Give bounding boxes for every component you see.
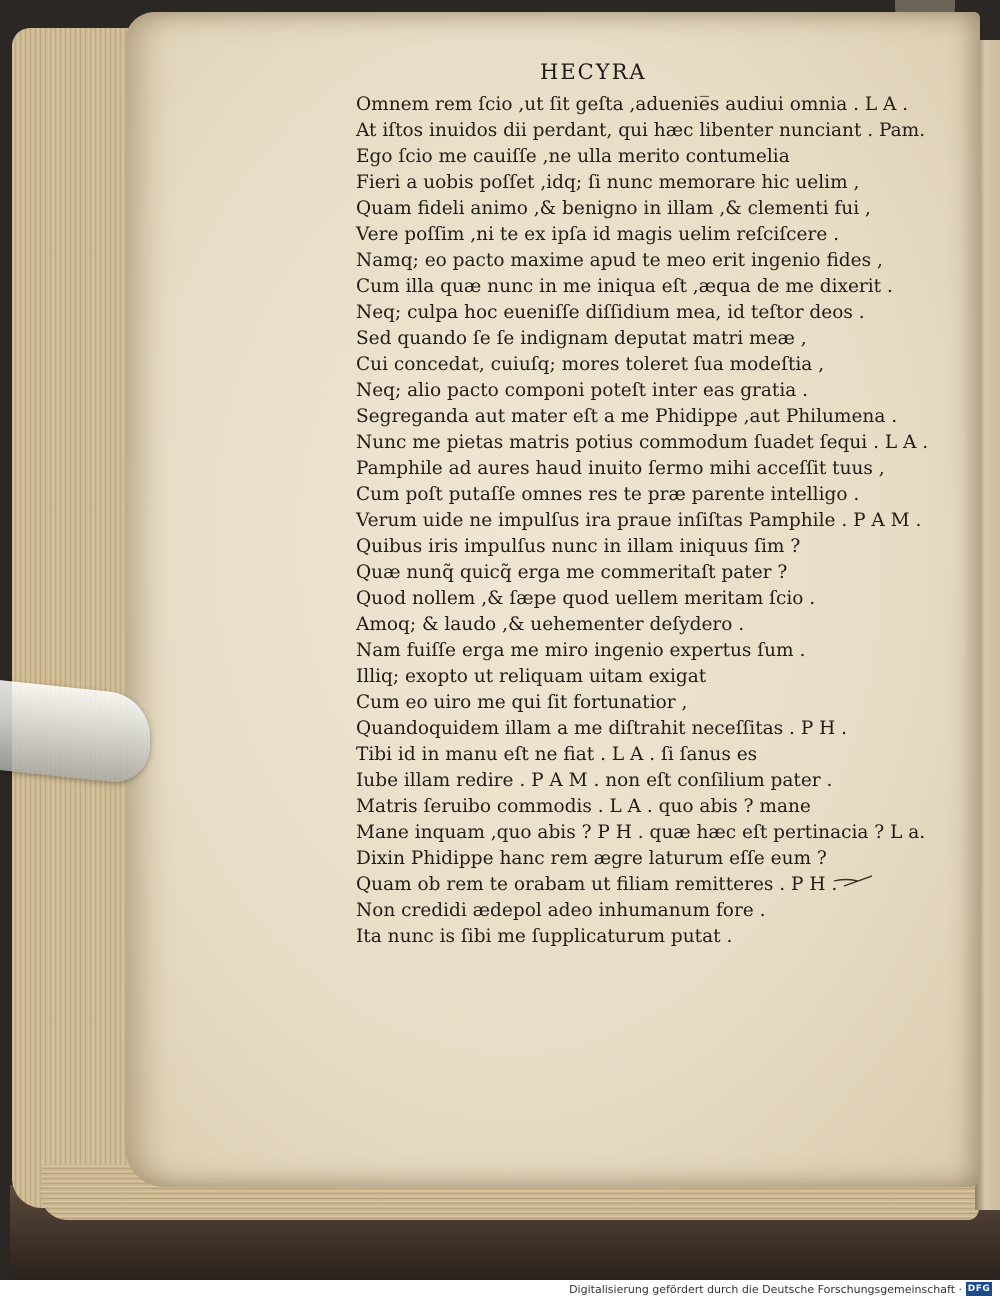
text-line: Quibus iris impulſus nunc in illam iniquus ſim ? <box>356 536 801 557</box>
text-line: Vere poſſim ,ni te ex ipſa id magis uelim reſciſcere . <box>356 224 840 245</box>
text-line: Neq; culpa hoc eueniſſe diſſidium mea, id teſtor deos . <box>356 302 865 323</box>
dfg-logo-icon: DFG <box>967 1284 991 1294</box>
text-line: Quæ nunq̃ quicq̃ erga me commeritaſt pater ? <box>356 562 788 583</box>
text-line: Cum illa quæ nunc in me iniqua eſt ,æqua de me dixerit . <box>356 276 893 297</box>
text-line: Verum uide ne impulſus ira praue inſiſtas Pamphile . P A M . <box>356 510 922 531</box>
text-line: Cum eo uiro me qui ſit fortunatior , <box>356 692 688 713</box>
text-line: Amoq; & laudo ,& uehementer deſydero . <box>356 614 745 635</box>
text-line: Ego ſcio me cauiſſe ,ne ulla merito contumelia <box>356 146 790 167</box>
text-line: Segreganda aut mater eſt a me Phidippe ,aut Philumena . <box>356 406 898 427</box>
text-line: Cui concedat, cuiuſq; mores toleret ſua modeſtia , <box>356 354 825 375</box>
running-head: HECYRA <box>540 60 647 84</box>
text-line: Namq; eo pacto maxime apud te meo erit ingenio fides , <box>356 250 883 271</box>
text-line: Quod nollem ,& ſæpe quod uellem meritam ſcio . <box>356 588 816 609</box>
text-line: Dixin Phidippe hanc rem ægre laturum eſſe eum ? <box>356 848 827 869</box>
text-line: Cum poſt putaſſe omnes res te præ parente intelligo . <box>356 484 860 505</box>
text-line: Pamphile ad aures haud inuito ſermo mihi acceſſit tuus , <box>356 458 885 479</box>
text-line: Mane inquam ,quo abis ? P H . quæ hæc eſt pertinacia ? L a. <box>356 822 926 843</box>
text-line: Omnem rem ſcio ,ut ſit geſta ,aduenie̅s audiui omnia . L A . <box>356 94 909 115</box>
text-line: Neq; alio pacto componi poteſt inter eas gratia . <box>356 380 809 401</box>
text-line: Fieri a uobis poſſet ,idq; ſi nunc memorare hic uelim , <box>356 172 860 193</box>
text-line: Tibi id in manu eſt ne fiat . L A . ſi ſanus es <box>356 744 758 765</box>
text-line: Ita nunc is ſibi me ſupplicaturum putat . <box>356 926 733 947</box>
marginal-pen-mark-icon <box>832 872 876 888</box>
text-line: Nam fuiſſe erga me miro ingenio expertus ſum . <box>356 640 806 661</box>
text-line: At iſtos inuidos dii perdant, qui hæc libenter nunciant . Pam. <box>356 120 926 141</box>
text-line: Sed quando ſe ſe indignam deputat matri meæ , <box>356 328 807 349</box>
text-line: Matris ſeruibo commodis . L A . quo abis ? mane <box>356 796 811 817</box>
text-line: Nunc me pietas matris potius commodum ſuadet ſequi . L A . <box>356 432 929 453</box>
footer-bar <box>0 1280 1000 1300</box>
text-line: Illiq; exopto ut reliquam uitam exigat <box>356 666 707 687</box>
text-line: Quandoquidem illam a me diſtrahit neceſſitas . P H . <box>356 718 848 739</box>
funding-notice: Digitalisierung gefördert durch die Deutsche Forschungsgemeinschaft · <box>569 1283 962 1296</box>
text-line: Quam fideli animo ,& benigno in illam ,& clementi fui , <box>356 198 871 219</box>
text-line: Quam ob rem te orabam ut filiam remitteres . P H . <box>356 874 838 895</box>
text-line: Iube illam redire . P A M . non eſt conſilium pater . <box>356 770 833 791</box>
text-line: Non credidi ædepol adeo inhumanum fore . <box>356 900 766 921</box>
